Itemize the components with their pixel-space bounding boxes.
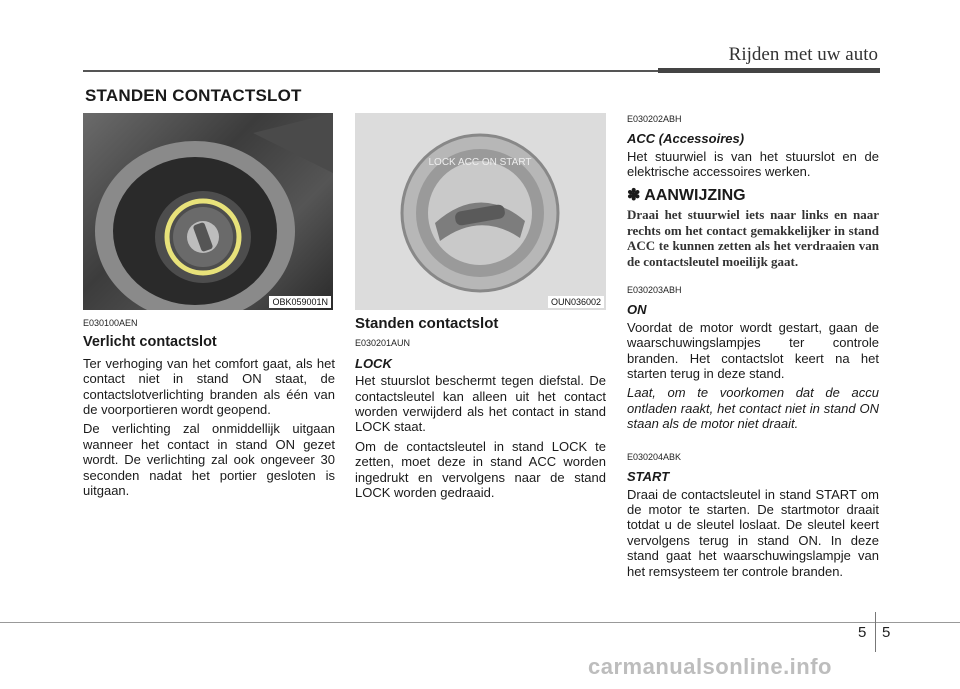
paragraph: Om de contactsleutel in stand LOCK te zetten, moet deze in stand ACC worden ingedrukt en vervolgens naar de stand LOCK worden gedraaid.: [355, 438, 606, 501]
footer-divider: [875, 612, 876, 652]
page-number: 5: [882, 624, 891, 641]
position-heading: ON: [627, 302, 647, 318]
running-header: Rijden met uw auto: [728, 44, 878, 65]
column-3: [627, 112, 879, 583]
warning-paragraph: Laat, om te voorkomen dat de accu ontladen raakt, het contact niet in stand ON staan als de motor niet draait.: [627, 385, 879, 432]
paragraph: Draai de contactsleutel in stand START om de motor te starten. De startmotor draait totdat u de sleutel loslaat. De sleutel keert vervolgens terug in stand ON. In deze stand gaat het waarschuwingslampje van het remsysteem ter controle branden.: [627, 486, 879, 579]
watermark: carmanualsonline.info: [588, 654, 832, 679]
section-heading: Standen contactslot: [355, 315, 499, 332]
section-code: E030201AUN: [355, 338, 411, 349]
ignition-photo: [83, 113, 333, 310]
dial-position-labels: LOCK ACC ON START: [428, 157, 532, 168]
column-1: [83, 316, 335, 502]
section-code: E030203ABH: [627, 285, 682, 296]
note-text: Draai het stuurwiel iets naar links en naar rechts om het contact gemakkelijker in stand ACC te kunnen zetten als het verdraaien van de contactsleutel moeilijk gaat.: [627, 207, 879, 269]
section-code: E030202ABH: [627, 114, 682, 124]
paragraph: Het stuurslot beschermt tegen diefstal. De contactsleutel kan alleen uit het contact worden verwijderd als het contact in stand LOCK staat.: [355, 373, 606, 435]
section-code: E030100AEN: [83, 318, 138, 328]
chapter-number: 5: [858, 624, 867, 641]
paragraph: Ter verhoging van het comfort gaat, als het contact niet in stand ON staat, de contactslotverlichting branden als één van de voorportieren wordt geopend.: [83, 355, 335, 418]
switch-dial-illustration: [355, 113, 606, 310]
paragraph: De verlichting zal onmiddellijk uitgaan wanneer het contact in stand ON gezet wordt. De verlichting zal ook ongeveer 30 seconden nadat het portier gesloten is uitgaan.: [83, 421, 335, 499]
position-heading: ACC (Accessoires): [627, 131, 745, 147]
section-code: E030204ABK: [627, 451, 682, 462]
note-heading: ✽ AANWIJZING: [627, 186, 746, 204]
paragraph: Voordat de motor wordt gestart, gaan de waarschuwingslampjes ter controle branden. Het contactslot keert na het starten terug in deze stand.: [627, 319, 879, 382]
footer-rule: [0, 622, 960, 623]
header-rule-accent: [658, 68, 880, 73]
position-heading: START: [627, 469, 670, 485]
paragraph: Het stuurwiel is van het stuurslot en de elektrische accessoires werken.: [627, 148, 879, 180]
position-heading: LOCK: [355, 355, 392, 371]
figure-caption: OUN036002: [548, 296, 604, 308]
switch-positions-figure: [355, 113, 606, 310]
section-title: STANDEN CONTACTSLOT: [85, 86, 302, 105]
section-heading: Verlicht contactslot: [83, 334, 217, 351]
figure-caption: OBK059001N: [269, 296, 331, 308]
column-2: [355, 316, 606, 504]
ignition-photo-illustration: [83, 113, 333, 310]
